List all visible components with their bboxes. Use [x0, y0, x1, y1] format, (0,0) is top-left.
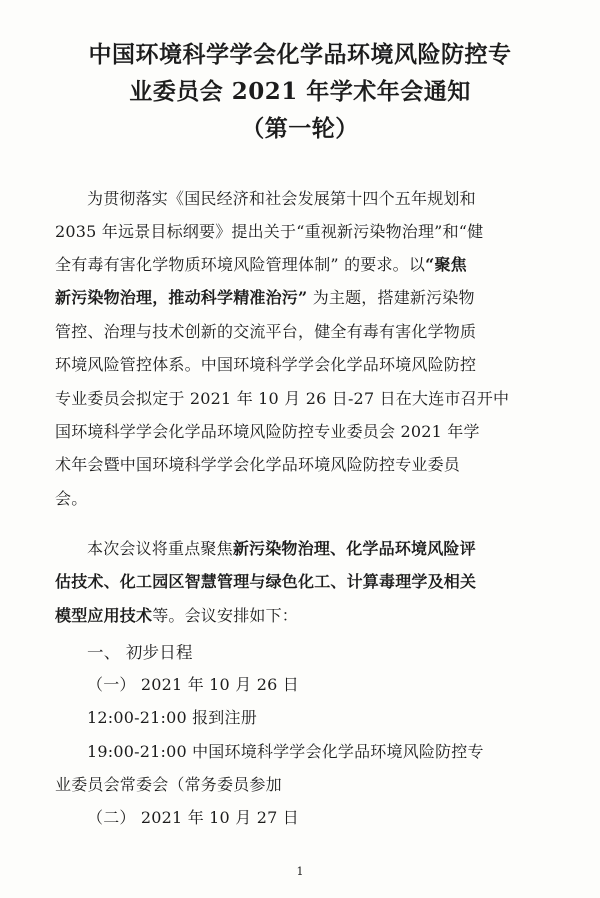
text-line: 为贯彻落实《国民经济和社会发展第十四个五年规划和 — [87, 189, 476, 208]
text-line — [55, 603, 560, 626]
schedule-item-continued: 业委员会常委会（常务委员参加 — [55, 775, 282, 794]
focus-topics-bold: 估技术、化工园区智慧管理与绿色化工、计算毒理学及相关 — [55, 572, 477, 591]
schedule-item: 19:00-21:00 中国环境科学学会化学品环境风险防控专 — [87, 742, 484, 761]
text-line: 2035 年远景目标纲要》提出关于“重视新污染物治理”和“健 — [55, 222, 484, 241]
page-number: 1 — [296, 865, 304, 878]
text-run: 为主题，搭建新污染物 — [307, 288, 475, 307]
text-run: 等。会议安排如下： — [152, 606, 299, 625]
text-line: 管控、治理与技术创新的交流平台，健全有毒有害化学物质 — [55, 322, 477, 341]
text-line: 专业委员会拟定于 2021 年 10 月 26 日-27 日在大连市召开中 — [55, 389, 510, 408]
text-run: 本次会议将重点聚焦 — [87, 539, 233, 558]
text-run: 全有毒有害化学物质环境风险管理体制” 的要求。以 — [55, 255, 426, 274]
text-line — [87, 536, 592, 559]
theme-text-bold: 新污染物治理，推动科学精准治污” — [55, 288, 308, 307]
focus-topics-bold: 新污染物治理、化学品环境风险评 — [232, 539, 476, 558]
theme-text-bold: “聚焦 — [425, 255, 467, 274]
schedule-day-1: （一） 2021 年 10 月 26 日 — [87, 675, 299, 694]
notice-title-line-1: 中国环境科学学会化学品环境风险防控专 — [88, 41, 512, 68]
schedule-day-2: （二） 2021 年 10 月 27 日 — [87, 808, 299, 827]
text-line — [55, 252, 560, 275]
section-heading: 一、 初步日程 — [87, 643, 193, 662]
schedule-item: 12:00-21:00 报到注册 — [87, 708, 257, 727]
focus-topics-bold: 模型应用技术 — [55, 606, 153, 625]
text-line: 环境风险管控体系。中国环境科学学会化学品环境风险防控 — [55, 355, 477, 374]
notice-title-line-2: 业委员会 2021 年学术年会通知 — [129, 78, 471, 105]
text-line: 术年会暨中国环境科学学会化学品环境风险防控专业委员 — [55, 455, 461, 474]
text-line: 会。 — [55, 489, 88, 508]
notice-title-line-3: （第一轮） — [241, 115, 359, 142]
text-line: 国环境科学学会化学品环境风险防控专业委员会 2021 年学 — [55, 422, 480, 441]
text-line — [55, 285, 560, 308]
